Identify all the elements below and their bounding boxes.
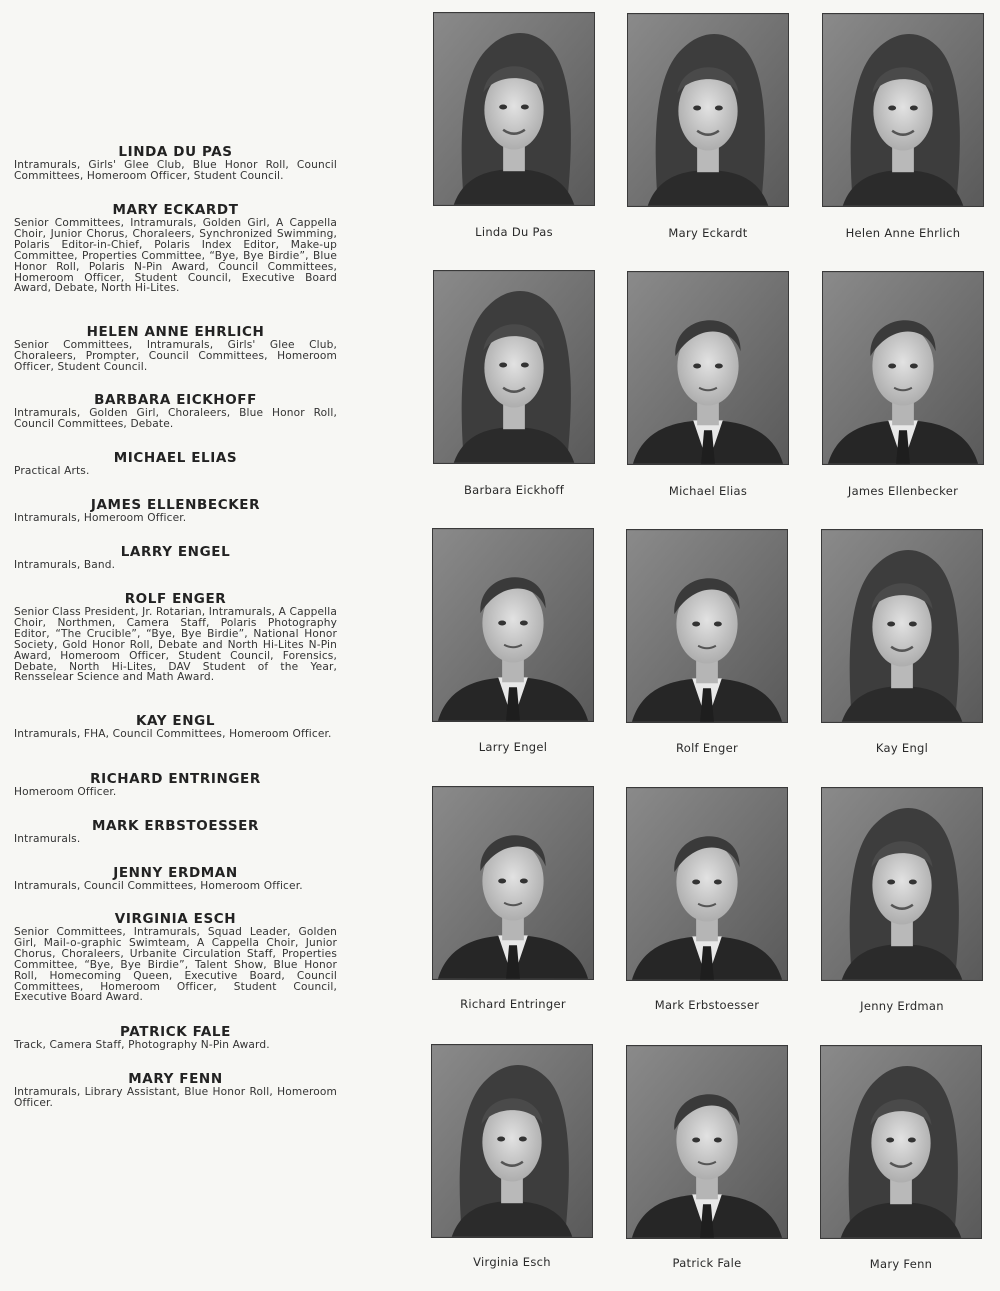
student-activities: Senior Committees, Intramurals, Girls' Glee Club, Choraleers, Prompter, Council Committees, Homeroom Officer, Student Council. — [14, 339, 337, 373]
bio-entry — [14, 819, 337, 845]
student-name: MARK ERBSTOESSER — [91, 818, 260, 834]
student-portrait — [432, 528, 594, 722]
portrait-caption: Virginia Esch — [473, 1255, 551, 1269]
student-portrait — [627, 13, 789, 207]
student-activities: Practical Arts. — [14, 465, 90, 477]
student-portrait — [626, 529, 788, 723]
bio-entry — [14, 866, 337, 892]
student-name: HELEN ANNE EHRLICH — [86, 324, 265, 340]
portrait-caption: Mark Erbstoesser — [654, 998, 760, 1012]
bio-entry — [14, 545, 337, 571]
student-activities: Intramurals, Girls' Glee Club, Blue Honor Roll, Council Committees, Homeroom Officer, Student Council. — [14, 159, 337, 182]
student-activities: Intramurals, Golden Girl, Choraleers, Blue Honor Roll, Council Committees, Debate. — [14, 407, 337, 430]
student-activities: Homeroom Officer. — [14, 786, 117, 798]
portrait-caption: Barbara Eickhoff — [463, 483, 565, 497]
student-name: MICHAEL ELIAS — [113, 450, 238, 466]
bio-entry — [14, 325, 337, 373]
student-name: JENNY ERDMAN — [113, 865, 238, 881]
student-name: MARY FENN — [128, 1071, 223, 1087]
student-name: PATRICK FALE — [120, 1024, 231, 1040]
student-activities: Intramurals, Band. — [14, 559, 116, 571]
student-portrait — [820, 1045, 982, 1239]
bio-entry — [14, 912, 337, 1003]
student-activities: Intramurals, Homeroom Officer. — [14, 512, 187, 524]
student-name: VIRGINIA ESCH — [114, 911, 237, 927]
portrait-caption: Mary Eckardt — [668, 226, 748, 240]
portrait-caption: Patrick Fale — [672, 1256, 742, 1270]
student-portrait — [626, 787, 788, 981]
student-portrait — [822, 271, 984, 465]
bio-entry — [14, 145, 337, 182]
portrait-caption: Jenny Erdman — [860, 999, 944, 1013]
student-activities: Track, Camera Staff, Photography N-Pin Award. — [14, 1039, 270, 1051]
portrait-caption: James Ellenbecker — [847, 484, 959, 498]
student-portrait — [626, 1045, 788, 1239]
student-activities: Senior Committees, Intramurals, Golden Girl, A Cappella Choir, Junior Chorus, Choraleers, Synchronized Swimming, Polaris Editor-in-Chief, Polaris Index Editor, Make-up Committee, Properties Committee, “Bye, Bye Birdie”, Blue Honor Roll, Polaris N-Pin Award, Council Committees, Homeroom Officer, Student Council, Executive Board Award, Debate, North Hi-Lites. — [14, 217, 337, 295]
bio-entry — [14, 393, 337, 430]
bio-entry — [14, 1025, 337, 1051]
student-portrait — [821, 529, 983, 723]
student-portrait — [432, 786, 594, 980]
bio-entry — [14, 772, 337, 798]
portrait-caption: Kay Engl — [875, 741, 929, 755]
student-portrait — [822, 13, 984, 207]
student-name: LINDA DU PAS — [118, 144, 233, 160]
portrait-caption: Linda Du Pas — [475, 225, 553, 239]
portrait-caption: Larry Engel — [478, 740, 548, 754]
student-activities: Senior Committees, Intramurals, Squad Leader, Golden Girl, Mail-o-graphic Swimteam, A Cappella Choir, Junior Chorus, Choraleers, Urbanite Circulation Staff, Properties Committee, “Bye, Bye Birdie”, Talent Show, Blue Honor Roll, Homecoming Queen, Executive Board, Council Committees, Homeroom Officer, Student Council, Executive Board Award. — [14, 926, 337, 1004]
bio-entry — [14, 451, 337, 477]
student-portrait — [433, 270, 595, 464]
student-activities: Intramurals, FHA, Council Committees, Homeroom Officer. — [14, 728, 332, 740]
bio-entry — [14, 714, 337, 740]
bio-entry — [14, 203, 337, 294]
portrait-caption: Michael Elias — [668, 484, 748, 498]
student-portrait — [433, 12, 595, 206]
portrait-caption: Richard Entringer — [460, 997, 566, 1011]
portrait-caption: Mary Fenn — [869, 1257, 933, 1271]
bio-entry — [14, 1072, 337, 1109]
student-activities: Intramurals, Council Committees, Homeroom Officer. — [14, 880, 303, 892]
student-activities: Intramurals. — [14, 833, 81, 845]
student-name: BARBARA EICKHOFF — [94, 392, 257, 408]
student-name: ROLF ENGER — [124, 591, 227, 607]
portrait-caption: Helen Anne Ehrlich — [845, 226, 961, 240]
student-name: RICHARD ENTRINGER — [90, 771, 261, 787]
student-portrait — [627, 271, 789, 465]
bio-entry — [14, 592, 337, 683]
student-name: KAY ENGL — [135, 713, 216, 729]
student-portrait — [821, 787, 983, 981]
bio-entry — [14, 498, 337, 524]
student-activities: Senior Class President, Jr. Rotarian, Intramurals, A Cappella Choir, Northmen, Camera Staff, Polaris Photography Editor, “The Crucible”, “Bye, Bye Birdie”, National Honor Society, Gold Honor Roll, Debate and North Hi-Lites N-Pin Award, Homeroom Officer, Student Council, Forensics, Debate, North Hi-Lites, DAV Student of the Year, Rensselear Science and Math Award. — [14, 606, 337, 684]
student-name: MARY ECKARDT — [112, 202, 239, 218]
portrait-caption: Rolf Enger — [675, 741, 739, 755]
student-activities: Intramurals, Library Assistant, Blue Honor Roll, Homeroom Officer. — [14, 1086, 337, 1109]
student-name: JAMES ELLENBECKER — [90, 497, 261, 513]
student-portrait — [431, 1044, 593, 1238]
student-name: LARRY ENGEL — [120, 544, 231, 560]
